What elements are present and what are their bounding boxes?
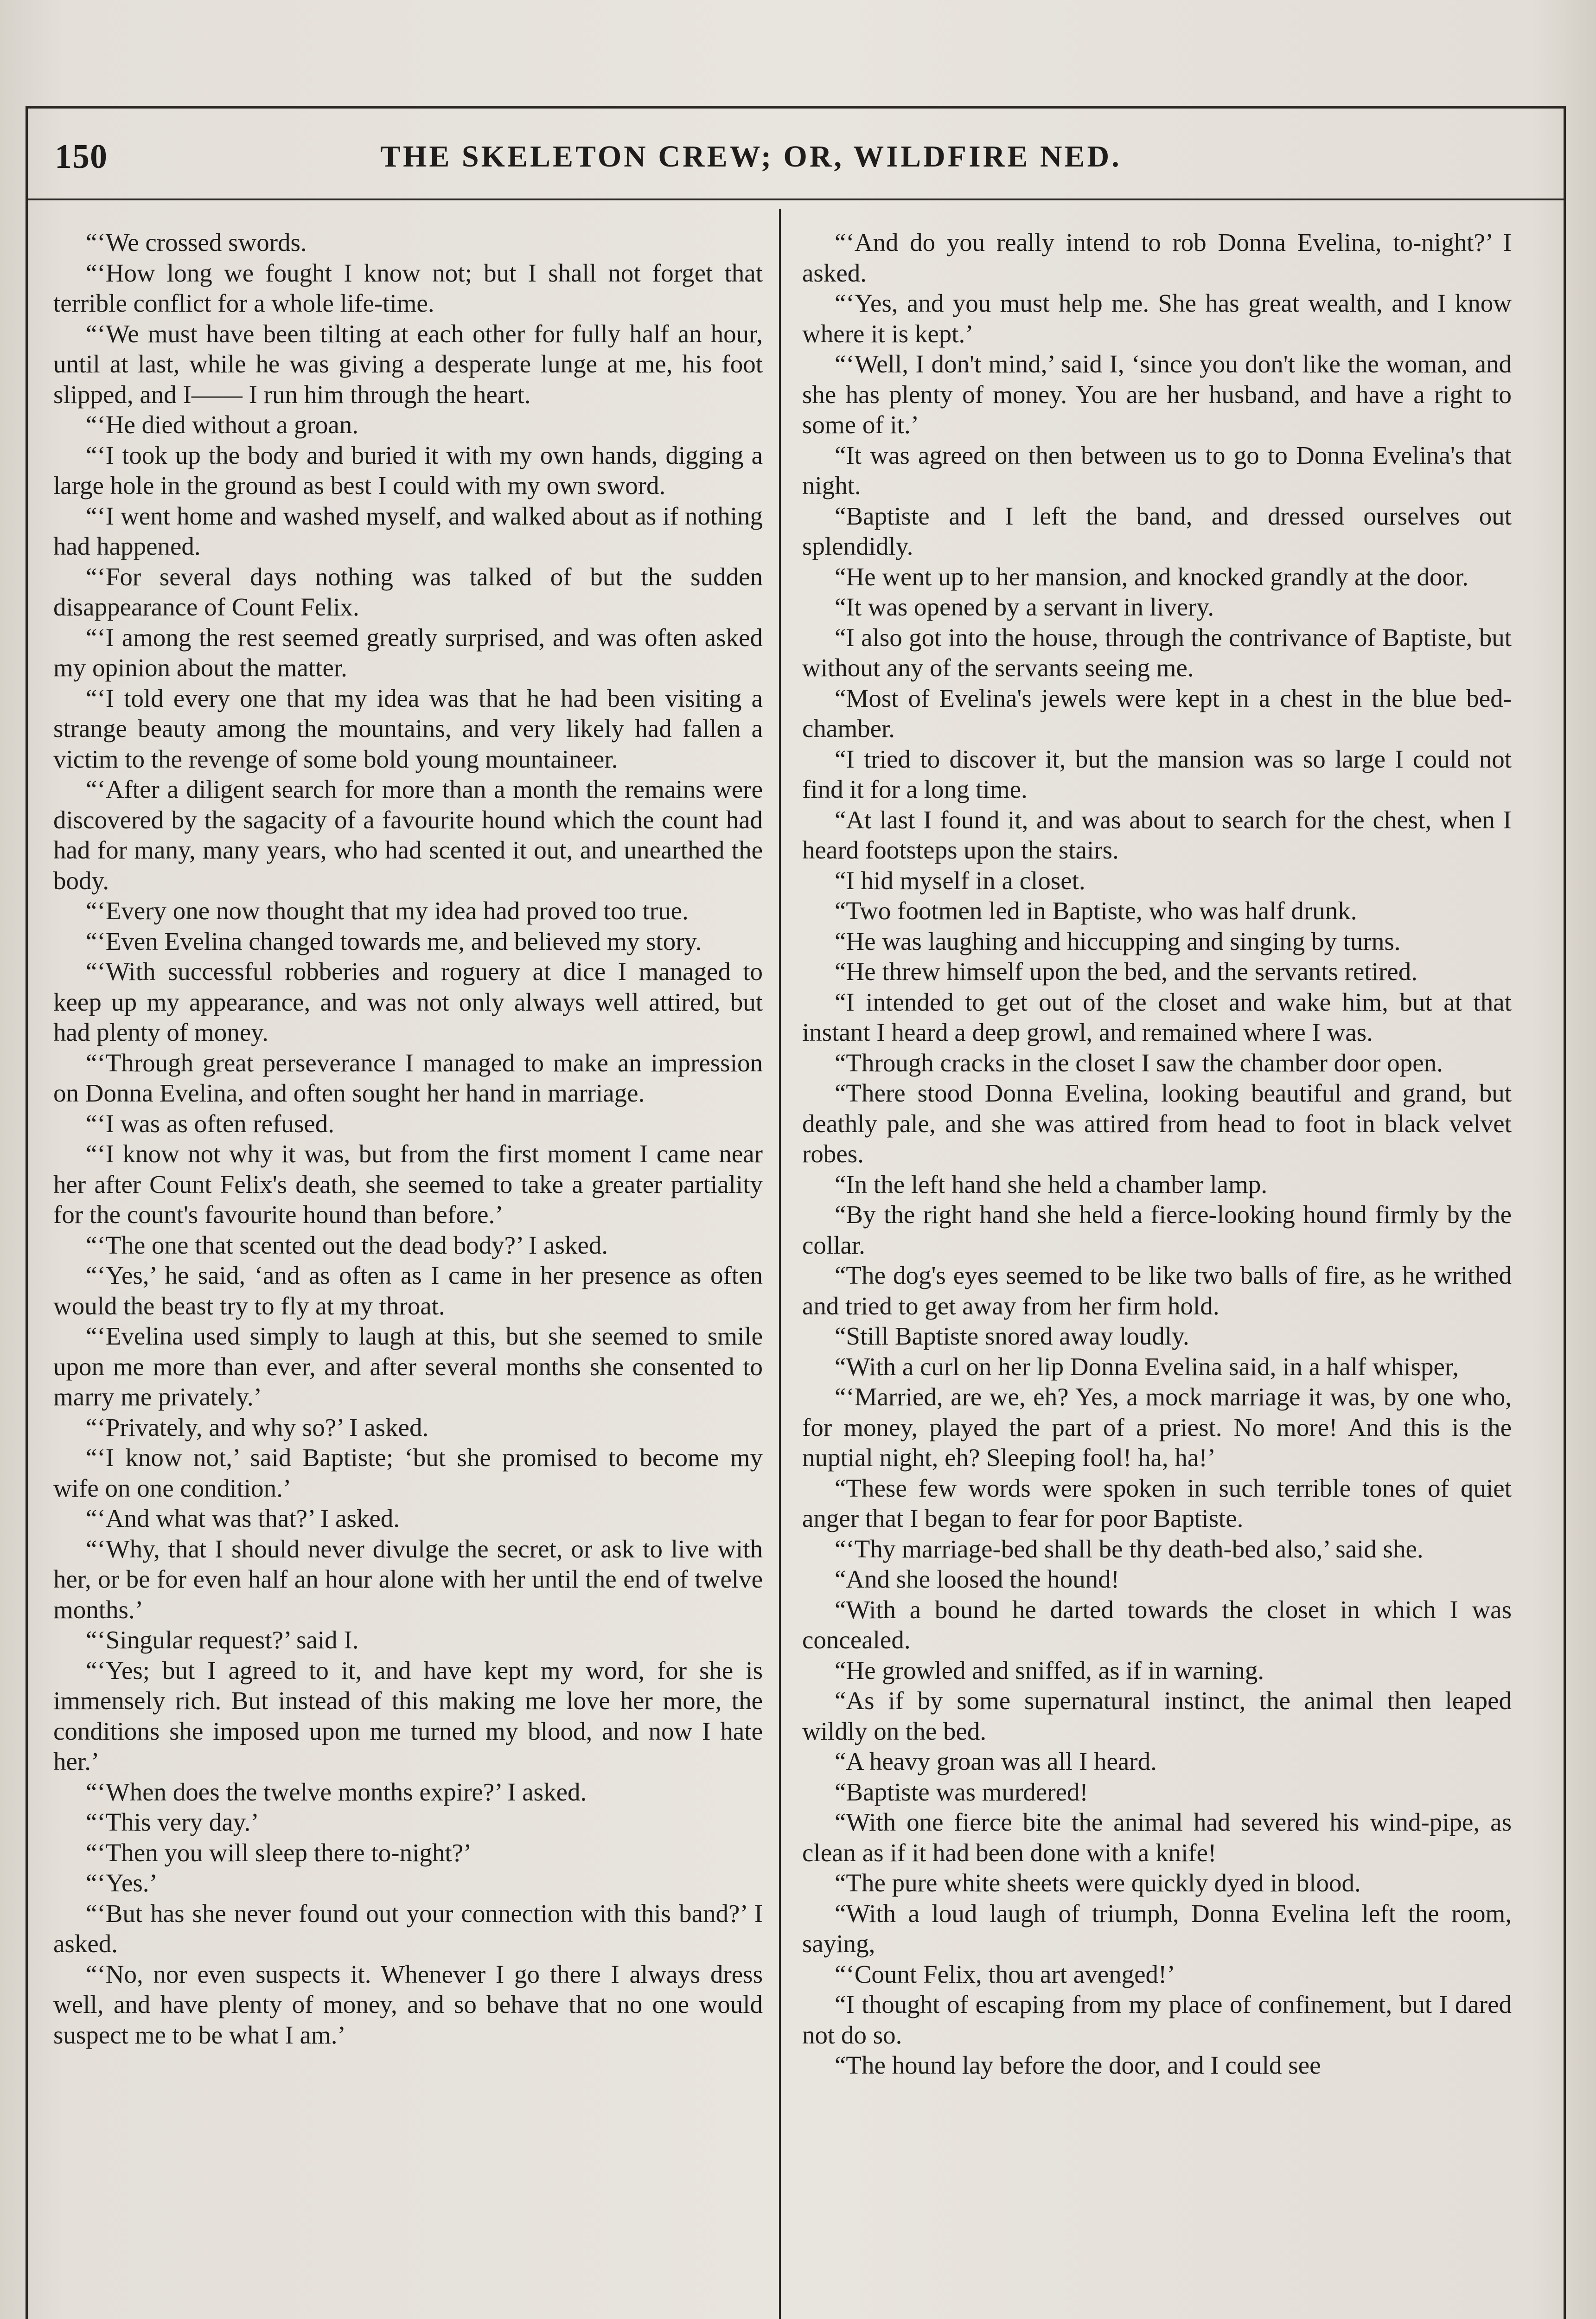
paragraph: “With a curl on her lip Donna Evelina said, in a half whisper,	[835, 1352, 1459, 1381]
paragraph: “‘Why, that I should never divulge the secret, or ask to live with her, or be for even half an hour alone with her until the end of twelve months.’	[53, 1534, 763, 1624]
paragraph: “‘Yes, and you must help me. She has great wealth, and I know where it is kept.’	[802, 289, 1512, 348]
paragraph: “‘We must have been tilting at each other for fully half an hour, until at last, while he was giving a desperate lunge at me, his foot slipped, and I—— I run him through the heart.	[53, 319, 763, 409]
paragraph: “I also got into the house, through the contrivance of Baptiste, but without any of the servants seeing me.	[802, 623, 1512, 682]
paragraph: “With a loud laugh of triumph, Donna Evelina left the room, saying,	[802, 1899, 1512, 1958]
paragraph: “It was agreed on then between us to go to Donna Evelina's that night.	[802, 441, 1512, 500]
paragraph: “And she loosed the hound!	[835, 1565, 1120, 1593]
paragraph: “He threw himself upon the bed, and the servants retired.	[835, 957, 1417, 986]
paragraph: “‘And what was that?’ I asked.	[86, 1504, 400, 1532]
paragraph: “Two footmen led in Baptiste, who was half drunk.	[835, 897, 1357, 925]
paragraph: “With a bound he darted towards the closet in which I was concealed.	[802, 1595, 1512, 1654]
frame-border-right	[1564, 106, 1566, 2319]
paragraph: “‘Yes.’	[86, 1869, 158, 1897]
paragraph: “The pure white sheets were quickly dyed in blood.	[835, 1869, 1361, 1897]
paragraph: “At last I found it, and was about to search for the chest, when I heard footsteps upon the stairs.	[802, 805, 1512, 864]
paragraph: “‘How long we fought I know not; but I shall not forget that terrible conflict for a whole life-time.	[53, 258, 763, 317]
paragraph: “‘The one that scented out the dead body?’ I asked.	[86, 1230, 608, 1259]
paragraph: “‘Even Evelina changed towards me, and believed my story.	[86, 927, 702, 955]
running-title: THE SKELETON CREW; OR, WILDFIRE NED.	[380, 140, 1122, 173]
paragraph: “‘He died without a groan.	[86, 410, 359, 439]
paragraph: “As if by some supernatural instinct, the animal then leaped wildly on the bed.	[802, 1686, 1512, 1745]
paragraph: “‘I among the rest seemed greatly surprised, and was often asked my opinion about the matter.	[53, 623, 763, 682]
paragraph: “‘Every one now thought that my idea had proved too true.	[86, 897, 689, 925]
paragraph: “Baptiste was murdered!	[835, 1777, 1088, 1806]
frame-border-left	[26, 106, 28, 2319]
paragraph: “‘Married, are we, eh? Yes, a mock marriage it was, by one who, for money, played the part of a priest. No more! And this is the nuptial night, eh? Sleeping fool! ha, ha!’	[802, 1383, 1512, 1472]
paragraph: “‘Yes,’ he said, ‘and as often as I came in her presence as often would the beast try to fly at my throat.	[53, 1261, 763, 1320]
paragraph: “I thought of escaping from my place of confinement, but I dared not do so.	[802, 1990, 1512, 2049]
paragraph: “‘We crossed swords.	[86, 228, 307, 256]
paragraph: “‘But has she never found out your connection with this band?’ I asked.	[53, 1899, 763, 1958]
paragraph: “‘Well, I don't mind,’ said I, ‘since you don't like the woman, and she has plenty of money. You are her husband, and have a right to some of it.’	[802, 350, 1512, 439]
paragraph: “‘With successful robberies and roguery at dice I managed to keep up my appearance, and was not only always well attired, but had plenty of money.	[53, 957, 763, 1046]
paragraph: “‘Singular request?’ said I.	[86, 1626, 359, 1654]
paragraph: “‘For several days nothing was talked of but the sudden disappearance of Count Felix.	[53, 562, 763, 621]
paragraph: “‘I took up the body and buried it with my own hands, digging a large hole in the ground as best I could with my own sword.	[53, 441, 763, 500]
paragraph: “‘No, nor even suspects it. Whenever I go there I always dress well, and have plenty of money, and so behave that no one would suspect me to be what I am.’	[53, 1960, 763, 2049]
paragraph: “‘Yes; but I agreed to it, and have kept my word, for she is immensely rich. But instead of this making me love her more, the conditions she imposed upon me turned my blood, and now I hate her.’	[53, 1656, 763, 1775]
paragraph: “‘I know not why it was, but from the first moment I came near her after Count Felix's death, she seemed to take a greater partiality for the count's favourite hound than before.’	[53, 1140, 763, 1229]
column-divider	[779, 209, 781, 2319]
paragraph: “‘Then you will sleep there to-night?’	[86, 1838, 472, 1867]
paragraph: “Through cracks in the closet I saw the chamber door open.	[835, 1048, 1443, 1077]
paragraph: “With one fierce bite the animal had severed his wind-pipe, as clean as if it had been done with a knife!	[802, 1808, 1512, 1867]
paragraph: “‘After a diligent search for more than a month the remains were discovered by the sagacity of a favourite hound which the count had had for many, many years, who had scented it out, and unearthed the body.	[53, 775, 763, 895]
paragraph: “‘And do you really intend to rob Donna Evelina, to-night?’ I asked.	[802, 228, 1512, 287]
paragraph: “‘Privately, and why so?’ I asked.	[86, 1413, 429, 1441]
paragraph: “He was laughing and hiccupping and singing by turns.	[835, 927, 1401, 955]
paragraph: “There stood Donna Evelina, looking beautiful and grand, but deathly pale, and she was attired from head to foot in black velvet robes.	[802, 1079, 1512, 1168]
page-number: 150	[55, 138, 108, 176]
paragraph: “‘I was as often refused.	[86, 1109, 335, 1138]
paragraph: “‘I went home and washed myself, and walked about as if nothing had happened.	[53, 501, 763, 560]
paragraph: “‘I told every one that my idea was that he had been visiting a strange beauty among the mountains, and very likely had fallen a victim to the revenge of some bold young mountaineer.	[53, 684, 763, 773]
paragraph: “I intended to get out of the closet and wake him, but at that instant I heard a deep growl, and remained where I was.	[802, 987, 1512, 1046]
paragraph: “He growled and sniffed, as if in warning.	[835, 1656, 1264, 1685]
paragraph: “‘Through great perseverance I managed to make an impression on Donna Evelina, and often sought her hand in marriage.	[53, 1048, 763, 1107]
paragraph: “I hid myself in a closet.	[835, 866, 1085, 895]
paragraph: “These few words were spoken in such terrible tones of quiet anger that I began to fear for poor Baptiste.	[802, 1473, 1512, 1532]
header-rule	[26, 199, 1565, 200]
right-text-column	[802, 227, 1512, 2081]
paragraph: “By the right hand she held a fierce-looking hound firmly by the collar.	[802, 1200, 1512, 1259]
paragraph: “In the left hand she held a chamber lamp.	[835, 1170, 1268, 1198]
paragraph: “‘Thy marriage-bed shall be thy death-bed also,’ said she.	[835, 1534, 1424, 1563]
paragraph: “Baptiste and I left the band, and dressed ourselves out splendidly.	[802, 501, 1512, 560]
paragraph: “A heavy groan was all I heard.	[835, 1747, 1157, 1775]
paragraph: “The hound lay before the door, and I could see	[835, 2051, 1321, 2079]
paragraph: “‘Evelina used simply to laugh at this, but she seemed to smile upon me more than ever, and after several months she consented to marry me privately.’	[53, 1322, 763, 1411]
paragraph: “It was opened by a servant in livery.	[835, 593, 1214, 621]
left-text-column	[53, 227, 763, 2050]
paragraph: “‘This very day.’	[86, 1808, 259, 1836]
paragraph: “‘When does the twelve months expire?’ I asked.	[86, 1777, 587, 1806]
paragraph: “Still Baptiste snored away loudly.	[835, 1322, 1189, 1350]
paragraph: “Most of Evelina's jewels were kept in a chest in the blue bed-chamber.	[802, 684, 1512, 743]
frame-border-top	[26, 106, 1565, 109]
paragraph: “The dog's eyes seemed to be like two balls of fire, as he writhed and tried to get away from her firm hold.	[802, 1261, 1512, 1320]
paragraph: “I tried to discover it, but the mansion was so large I could not find it for a long time.	[802, 744, 1512, 803]
paragraph: “‘Count Felix, thou art avenged!’	[835, 1960, 1175, 1988]
paragraph: “‘I know not,’ said Baptiste; ‘but she promised to become my wife on one condition.’	[53, 1443, 763, 1502]
paragraph: “He went up to her mansion, and knocked grandly at the door.	[835, 562, 1468, 591]
